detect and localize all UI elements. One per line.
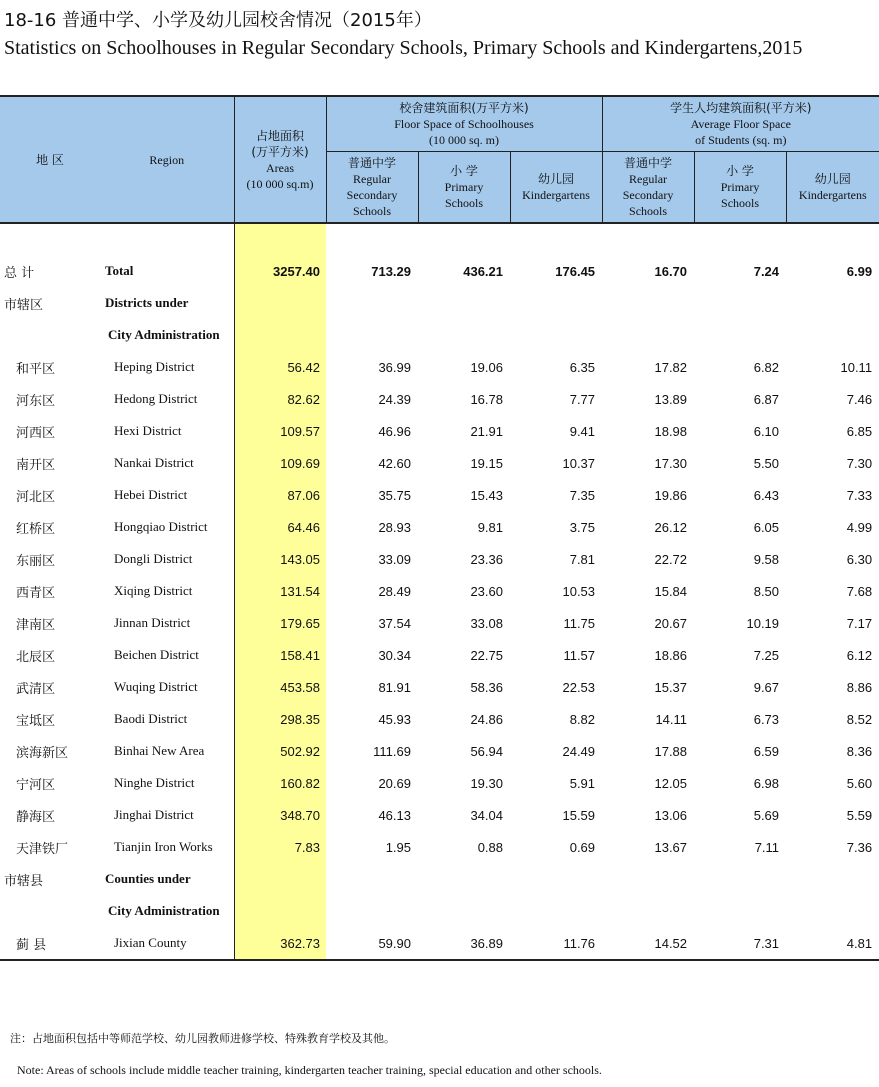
kinder-avg-cell (786, 319, 879, 351)
region-en-cell: Hebei District (100, 479, 234, 511)
header-kinder-floor: 幼儿园 Kindergartens (510, 151, 602, 223)
table-title-en: Statistics on Schoolhouses in Regular Secondary Schools, Primary Schools and Kindergartens,2015 (4, 37, 803, 59)
secondary-floor-cell: 35.75 (378, 487, 411, 503)
primary-floor-cell: 22.75 (470, 647, 503, 663)
header-secondary-floor: 普通中学 Regular Secondary Schools (326, 151, 418, 223)
region-cn-cell: 西青区 (16, 585, 56, 601)
table-row (0, 383, 879, 415)
secondary-floor-cell: 30.34 (378, 647, 411, 663)
primary-avg-cell: 6.87 (753, 391, 780, 407)
secondary-floor-cell (326, 319, 418, 351)
region-cn-cell: 总 计 (4, 265, 35, 281)
primary-floor-cell: 23.36 (470, 551, 503, 567)
primary-avg-cell: 8.50 (753, 583, 780, 599)
table-row (0, 511, 879, 543)
secondary-avg-cell: 14.11 (655, 711, 688, 727)
region-en-cell: Baodi District (100, 703, 234, 735)
region-cn-cell: 滨海新区 (16, 745, 69, 761)
area-cell: 87.06 (234, 479, 326, 511)
secondary-avg-cell (602, 319, 694, 351)
kinder-floor-cell: 22.53 (562, 679, 596, 695)
secondary-floor-cell: 59.90 (326, 927, 418, 960)
primary-floor-cell: 19.15 (470, 455, 503, 471)
header-region-en: Region (100, 96, 234, 223)
primary-floor-cell: 19.30 (470, 775, 503, 791)
table-row (0, 863, 879, 895)
region-en-cell: Ninghe District (100, 767, 234, 799)
area-cell: 179.65 (234, 607, 326, 639)
kinder-floor-cell: 7.77 (569, 391, 596, 407)
kinder-avg-cell: 6.99 (846, 263, 873, 279)
kinder-avg-cell: 7.17 (846, 615, 873, 631)
table-row (0, 351, 879, 383)
primary-avg-cell (694, 287, 786, 319)
kinder-floor-cell: 7.81 (569, 551, 596, 567)
region-cn-cell: 武清区 (16, 681, 56, 697)
kinder-floor-cell: 3.75 (569, 519, 596, 535)
primary-floor-cell (418, 319, 510, 351)
area-cell: 348.70 (234, 799, 326, 831)
region-en-cell: Binhai New Area (100, 735, 234, 767)
kinder-floor-cell: 0.69 (569, 839, 596, 855)
primary-avg-cell: 9.58 (753, 551, 780, 567)
kinder-floor-cell (510, 895, 602, 927)
kinder-avg-cell (786, 287, 879, 319)
secondary-floor-cell: 46.96 (378, 423, 411, 439)
table-title-cn: 18-16 普通中学、小学及幼儿园校舍情况（2015年） (4, 10, 432, 31)
primary-floor-cell: 36.89 (418, 927, 510, 960)
region-cn-cell: 红桥区 (16, 521, 56, 537)
kinder-floor-cell: 15.59 (562, 807, 596, 823)
secondary-floor-cell: 28.49 (378, 583, 411, 599)
primary-floor-cell: 19.06 (470, 359, 503, 375)
note-en: Note: Areas of schools include middle teacher training, kindergarten teacher training, special education and other schools. (17, 1063, 602, 1077)
primary-floor-cell: 15.43 (470, 487, 503, 503)
primary-floor-cell: 0.88 (477, 839, 503, 855)
region-cn-cell: 宝坻区 (16, 713, 56, 729)
secondary-avg-cell: 14.52 (602, 927, 694, 960)
table-row (0, 735, 879, 767)
secondary-floor-cell: 42.60 (378, 455, 411, 471)
region-en-cell: Tianjin Iron Works (100, 831, 234, 863)
kinder-avg-cell: 7.30 (846, 455, 873, 471)
kinder-avg-cell: 7.36 (846, 839, 873, 855)
primary-avg-cell: 6.43 (753, 487, 780, 503)
secondary-floor-cell: 713.29 (371, 263, 411, 279)
secondary-avg-cell (602, 863, 694, 895)
area-cell: 362.73 (234, 927, 326, 960)
table-row (0, 703, 879, 735)
header-floor-space: 校舍建筑面积(万平方米) Floor Space of Schoolhouses (10 000 sq. m) (326, 96, 602, 151)
table-row (0, 447, 879, 479)
kinder-avg-cell: 10.11 (840, 359, 873, 375)
primary-floor-cell (418, 895, 510, 927)
table-row (0, 543, 879, 575)
kinder-avg-cell: 5.60 (846, 775, 873, 791)
primary-avg-cell: 6.10 (753, 423, 780, 439)
region-cn-cell: 东丽区 (16, 553, 56, 569)
region-cn-cell: 市辖县 (4, 873, 44, 889)
kinder-avg-cell: 5.59 (846, 807, 873, 823)
region-cn-cell: 南开区 (16, 457, 56, 473)
primary-avg-cell: 5.50 (753, 455, 780, 471)
header-area: 占地面积 (万平方米) Areas (10 000 sq.m) (234, 96, 326, 223)
secondary-avg-cell: 13.06 (654, 807, 688, 823)
primary-avg-cell: 6.98 (753, 775, 780, 791)
kinder-avg-cell: 6.30 (846, 551, 873, 567)
table-row (0, 287, 879, 319)
primary-floor-cell: 21.91 (470, 423, 503, 439)
secondary-avg-cell: 26.12 (654, 519, 688, 535)
region-cn-cell: 北辰区 (16, 649, 56, 665)
secondary-floor-cell (326, 895, 418, 927)
secondary-floor-cell: 37.54 (378, 615, 411, 631)
secondary-avg-cell: 22.72 (654, 551, 688, 567)
secondary-floor-cell (326, 863, 418, 895)
primary-floor-cell: 33.08 (470, 615, 503, 631)
secondary-avg-cell: 18.86 (654, 647, 688, 663)
secondary-avg-cell: 15.37 (654, 679, 688, 695)
kinder-floor-cell: 10.53 (562, 583, 596, 599)
primary-avg-cell: 7.11 (754, 839, 780, 855)
region-en-cell: Nankai District (100, 447, 234, 479)
primary-avg-cell: 6.05 (753, 519, 780, 535)
primary-floor-cell: 23.60 (470, 583, 503, 599)
area-cell: 158.41 (234, 639, 326, 671)
secondary-floor-cell: 1.95 (385, 839, 411, 855)
region-en-cell: Counties under (100, 863, 234, 895)
secondary-floor-cell: 28.93 (378, 519, 411, 535)
region-en-cell: Hexi District (100, 415, 234, 447)
area-cell (234, 895, 326, 927)
area-cell (234, 287, 326, 319)
area-cell: 109.69 (234, 447, 326, 479)
region-en-cell: Wuqing District (100, 671, 234, 703)
area-cell: 109.57 (234, 415, 326, 447)
statistics-table (0, 95, 879, 991)
primary-avg-cell: 6.82 (753, 359, 780, 375)
kinder-floor-cell: 176.45 (555, 263, 596, 279)
region-en-cell: Jixian County (100, 927, 234, 960)
kinder-avg-cell: 8.52 (846, 711, 873, 727)
table-row (0, 831, 879, 863)
secondary-floor-cell: 36.99 (378, 359, 411, 375)
kinder-floor-cell (510, 319, 602, 351)
region-en-cell: Districts under (100, 287, 234, 319)
secondary-avg-cell (602, 287, 694, 319)
secondary-avg-cell: 13.67 (654, 839, 688, 855)
secondary-floor-cell: 24.39 (378, 391, 411, 407)
primary-floor-cell: 58.36 (470, 679, 503, 695)
primary-avg-cell (694, 895, 786, 927)
table-row (0, 671, 879, 703)
table-row (0, 927, 879, 960)
kinder-floor-cell (510, 863, 602, 895)
header-secondary-avg: 普通中学 Regular Secondary Schools (602, 151, 694, 223)
region-cn-cell: 宁河区 (16, 777, 56, 793)
kinder-avg-cell: 7.33 (846, 487, 873, 503)
area-cell: 3257.40 (234, 255, 326, 287)
region-cn-cell: 静海区 (16, 809, 56, 825)
kinder-avg-cell: 6.85 (846, 423, 873, 439)
header-region-cn: 地 区 (0, 96, 100, 223)
note-cn: 注：占地面积包括中等师范学校、幼儿园教师进修学校、特殊教育学校及其他。 (10, 1032, 395, 1045)
kinder-avg-cell: 4.81 (786, 927, 879, 960)
spacer-row (0, 223, 879, 255)
region-cn-cell: 和平区 (16, 361, 56, 377)
secondary-avg-cell: 17.30 (654, 455, 688, 471)
kinder-avg-cell: 7.46 (846, 391, 873, 407)
area-cell: 160.82 (234, 767, 326, 799)
kinder-avg-cell: 8.86 (846, 679, 873, 695)
primary-floor-cell: 9.81 (477, 519, 503, 535)
region-en-cell: Xiqing District (100, 575, 234, 607)
kinder-floor-cell: 10.37 (562, 455, 596, 471)
table-row (0, 767, 879, 799)
area-cell (234, 863, 326, 895)
region-cn-cell: 天津铁厂 (16, 841, 69, 857)
primary-floor-cell (418, 287, 510, 319)
region-en-cell: Total (100, 255, 234, 287)
secondary-floor-cell: 46.13 (378, 807, 411, 823)
region-en-cell: Jinnan District (100, 607, 234, 639)
primary-avg-cell (694, 319, 786, 351)
primary-avg-cell (694, 863, 786, 895)
secondary-floor-cell: 81.91 (378, 679, 411, 695)
table-row (0, 479, 879, 511)
primary-avg-cell: 10.19 (746, 615, 780, 631)
primary-floor-cell: 436.21 (463, 263, 503, 279)
kinder-floor-cell: 24.49 (562, 743, 596, 759)
secondary-avg-cell: 19.86 (654, 487, 688, 503)
secondary-avg-cell (602, 895, 694, 927)
secondary-floor-cell: 20.69 (378, 775, 411, 791)
primary-floor-cell: 34.04 (470, 807, 503, 823)
secondary-floor-cell: 45.93 (378, 711, 411, 727)
region-cn-cell: 蓟 县 (0, 927, 100, 960)
table-row (0, 895, 879, 927)
primary-floor-cell: 24.86 (470, 711, 503, 727)
table-body (0, 223, 879, 960)
region-cn-cell (0, 895, 100, 927)
secondary-avg-cell: 13.89 (654, 391, 688, 407)
area-cell: 143.05 (234, 543, 326, 575)
primary-floor-cell: 56.94 (470, 743, 503, 759)
table-row (0, 319, 879, 351)
kinder-floor-cell: 7.35 (569, 487, 596, 503)
region-en-cell: Jinghai District (100, 799, 234, 831)
table-row (0, 607, 879, 639)
region-cn-cell: 市辖区 (4, 297, 44, 313)
header-primary-floor: 小 学 Primary Schools (418, 151, 510, 223)
kinder-avg-cell (786, 863, 879, 895)
kinder-floor-cell (510, 287, 602, 319)
region-en-cell: Hedong District (100, 383, 234, 415)
region-cn-cell (0, 319, 100, 351)
primary-floor-cell: 16.78 (470, 391, 503, 407)
table-row (0, 799, 879, 831)
area-cell: 131.54 (234, 575, 326, 607)
region-en-cell: Hongqiao District (100, 511, 234, 543)
kinder-avg-cell: 6.12 (846, 647, 873, 663)
primary-floor-cell (418, 863, 510, 895)
secondary-avg-cell: 12.05 (654, 775, 688, 791)
table-row (0, 639, 879, 671)
primary-avg-cell: 5.69 (753, 807, 780, 823)
region-en-cell: Beichen District (100, 639, 234, 671)
secondary-floor-cell: 33.09 (378, 551, 411, 567)
secondary-avg-cell: 16.70 (654, 263, 688, 279)
area-cell: 502.92 (234, 735, 326, 767)
kinder-floor-cell: 11.75 (563, 615, 596, 631)
primary-avg-cell: 7.25 (753, 647, 780, 663)
kinder-floor-cell: 6.35 (569, 359, 596, 375)
primary-avg-cell: 6.59 (753, 743, 780, 759)
secondary-avg-cell: 15.84 (654, 583, 688, 599)
kinder-avg-cell: 7.68 (846, 583, 873, 599)
primary-avg-cell: 7.24 (753, 263, 780, 279)
secondary-floor-cell: 111.69 (373, 743, 411, 759)
area-cell: 64.46 (234, 511, 326, 543)
region-cn-cell: 河西区 (16, 425, 56, 441)
area-cell: 56.42 (234, 351, 326, 383)
secondary-avg-cell: 17.82 (654, 359, 688, 375)
region-cn-cell: 河东区 (16, 393, 56, 409)
kinder-avg-cell: 8.36 (846, 743, 873, 759)
kinder-avg-cell (786, 895, 879, 927)
region-en-cell: City Administration (100, 895, 234, 927)
primary-avg-cell: 6.73 (753, 711, 780, 727)
primary-avg-cell: 7.31 (694, 927, 786, 960)
secondary-avg-cell: 20.67 (654, 615, 688, 631)
region-cn-cell: 河北区 (16, 489, 56, 505)
secondary-avg-cell: 17.88 (654, 743, 688, 759)
table-row (0, 575, 879, 607)
primary-avg-cell: 9.67 (753, 679, 780, 695)
area-cell (234, 319, 326, 351)
area-cell: 7.83 (234, 831, 326, 863)
kinder-floor-cell: 9.41 (569, 423, 596, 439)
table-row (0, 255, 879, 287)
kinder-floor-cell: 11.57 (563, 647, 596, 663)
secondary-avg-cell: 18.98 (654, 423, 688, 439)
region-cn-cell: 津南区 (16, 617, 56, 633)
secondary-floor-cell (326, 287, 418, 319)
header-avg-floor-space: 学生人均建筑面积(平方米) Average Floor Space of Students (sq. m) (602, 96, 879, 151)
region-en-cell: Dongli District (100, 543, 234, 575)
kinder-floor-cell: 11.76 (510, 927, 602, 960)
kinder-floor-cell: 5.91 (569, 775, 596, 791)
region-en-cell: City Administration (100, 319, 234, 351)
header-primary-avg: 小 学 Primary Schools (694, 151, 786, 223)
kinder-avg-cell: 4.99 (846, 519, 873, 535)
area-cell: 453.58 (234, 671, 326, 703)
table-row (0, 415, 879, 447)
header-kinder-avg: 幼儿园 Kindergartens (786, 151, 879, 223)
area-cell: 82.62 (234, 383, 326, 415)
area-cell: 298.35 (234, 703, 326, 735)
region-en-cell: Heping District (100, 351, 234, 383)
kinder-floor-cell: 8.82 (569, 711, 596, 727)
